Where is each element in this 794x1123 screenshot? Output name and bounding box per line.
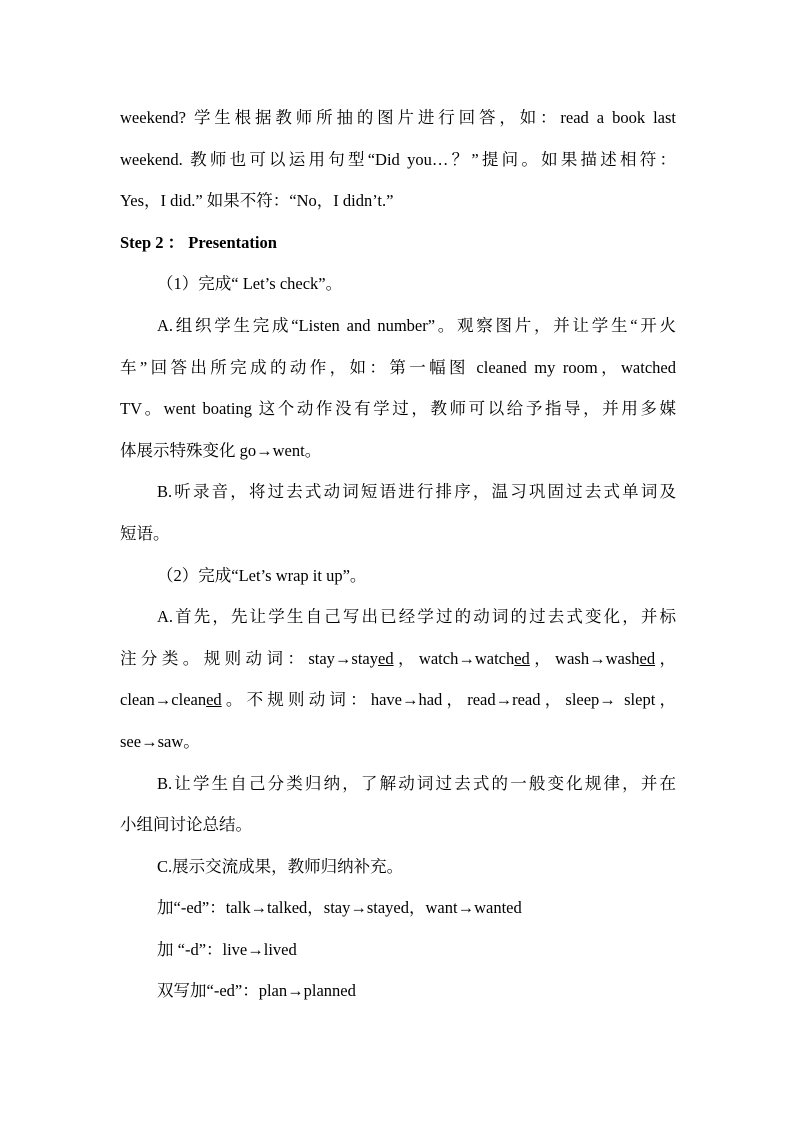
paragraph-line: see→saw。 xyxy=(120,731,200,751)
paragraph-line: C.展示交流成果，教师归纳补充。 xyxy=(157,856,404,876)
underlined-suffix: ed xyxy=(514,648,530,668)
underlined-suffix: ed xyxy=(378,648,394,668)
paragraph-line: B.听录音，将过去式动词短语进行排序，温习巩固过去式单词及 xyxy=(157,482,676,502)
paragraph-line xyxy=(120,679,676,721)
underlined-suffix: ed xyxy=(206,690,222,710)
rule-line: 双写加“-ed”：plan→planned xyxy=(157,981,356,1001)
paragraph-line: weekend? 学生根据教师所抽的图片进行回答，如：read a book last xyxy=(120,108,676,127)
line-text: ， xyxy=(655,648,677,668)
line-text: ，watch→watch xyxy=(393,648,515,668)
subsection-heading: （1）完成“ Let’s check”。 xyxy=(157,274,343,294)
paragraph-line: A.组织学生完成“Listen and number”。观察图片，并让学生“开火 xyxy=(157,315,676,335)
rule-line: 加“-ed”：talk→talked，stay→stayed，want→wanted xyxy=(157,898,522,918)
line-text: 注分类。规则动词：stay→stay xyxy=(120,648,378,668)
rule-line: 加 “-d”：live→lived xyxy=(157,939,297,959)
line-text: 。不规则动词：have→had，read→read，sleep→ slept， xyxy=(221,690,676,710)
subsection-heading: （2）完成“Let’s wrap it up”。 xyxy=(157,565,367,585)
underlined-suffix: ed xyxy=(639,648,656,668)
line-text: ，wash→wash xyxy=(529,648,640,668)
paragraph-line: 短语。 xyxy=(120,523,170,543)
paragraph-line: 车”回答出所完成的动作，如：第一幅图 cleaned my room，watched xyxy=(120,357,676,377)
paragraph-line: B.让学生自己分类归纳，了解动词过去式的一般变化规律，并在 xyxy=(157,773,676,793)
paragraph-line: TV。went boating 这个动作没有学过，教师可以给予指导，并用多媒 xyxy=(120,399,676,419)
paragraph-line: 小组间讨论总结。 xyxy=(120,815,252,835)
paragraph-line: weekend. 教师也可以运用句型“Did you…？”提问。如果描述相符： xyxy=(120,149,676,169)
paragraph-line: 体展示特殊变化 go→went。 xyxy=(120,440,322,460)
paragraph-line: Yes，I did.” 如果不符：“No，I didn’t.” xyxy=(120,191,394,211)
paragraph-line xyxy=(120,638,676,680)
paragraph-line: A.首先，先让学生自己写出已经学过的动词的过去式变化，并标 xyxy=(157,607,676,627)
section-heading: Step 2 ： Presentation xyxy=(120,232,277,252)
document-body xyxy=(120,97,680,1012)
line-text: clean→clean xyxy=(120,690,207,710)
